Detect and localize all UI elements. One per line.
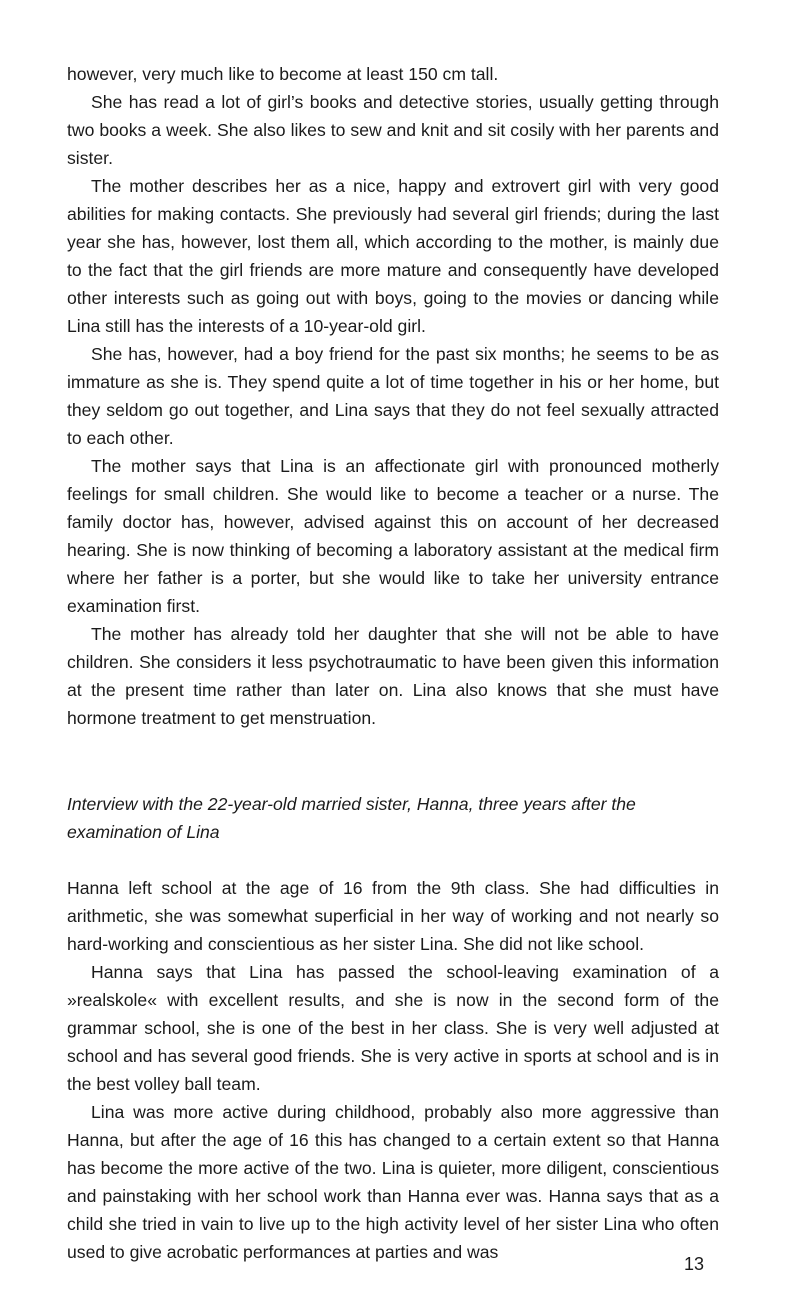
document-page bbox=[67, 60, 719, 1266]
paragraph-hanna-school: Hanna left school at the age of 16 from the 9th class. She had difficulties in arithmetic, she was somewhat superficial in her way of working and not nearly so hard-working and conscientious as her sister Lina. She did not like school. bbox=[67, 878, 719, 954]
paragraph-reading-habits: She has read a lot of girl’s books and detective stories, usually getting through two books a week. She also likes to sew and knit and sit cosily with her parents and sister. bbox=[67, 92, 719, 168]
paragraph-lina-examination: Hanna says that Lina has passed the school-leaving examination of a »realskole« with excellent results, and she is now in the second form of the grammar school, she is one of the best in her class. She is very well adjusted at school and has several good friends. She is very active in sports at school and is in the best volley ball team. bbox=[67, 962, 719, 1094]
paragraph-continuation: however, very much like to become at least 150 cm tall. bbox=[67, 64, 499, 84]
paragraph-career-wishes: The mother says that Lina is an affectionate girl with pronounced motherly feelings for small children. She would like to become a teacher or a nurse. The family doctor has, however, advised against this on account of her decreased hearing. She is now thinking of becoming a laboratory assistant at the medical firm where her father is a porter, but she would like to take her university entrance examination first. bbox=[67, 456, 719, 616]
paragraph-boy-friend: She has, however, had a boy friend for the past six months; he seems to be as immature as she is. They spend quite a lot of time together in his or her home, but they seldom go out together, and Lina says that they do not feel sexually attracted to each other. bbox=[67, 344, 719, 448]
paragraph-childhood-activity: Lina was more active during childhood, probably also more aggressive than Hanna, but after the age of 16 this has changed to a certain extent so that Hanna has become the more active of the two. Lina is quieter, more diligent, conscientious and painstaking with her school work than Hanna ever was. Hanna says that as a child she tried in vain to live up to the high activity level of her sister Lina who often used to give acrobatic performances at parties and was bbox=[67, 1102, 719, 1262]
paragraph-mother-description: The mother describes her as a nice, happy and extrovert girl with very good abilities for making contacts. She previously had several girl friends; during the last year she has, however, lost them all, which according to the mother, is mainly due to the fact that the girl friends are more mature and consequently have developed other interests such as going out with boys, going to the movies or dancing while Lina still has the interests of a 10-year-old girl. bbox=[67, 176, 719, 336]
section-heading: Interview with the 22-year-old married sister, Hanna, three years after the examination of Lina bbox=[67, 794, 636, 842]
paragraph-children-information: The mother has already told her daughter that she will not be able to have children. She considers it less psychotraumatic to have been given this information at the present time rather than later on. Lina also knows that she must have hormone treatment to get menstruation. bbox=[67, 624, 719, 728]
page-number: 13 bbox=[683, 1254, 704, 1274]
